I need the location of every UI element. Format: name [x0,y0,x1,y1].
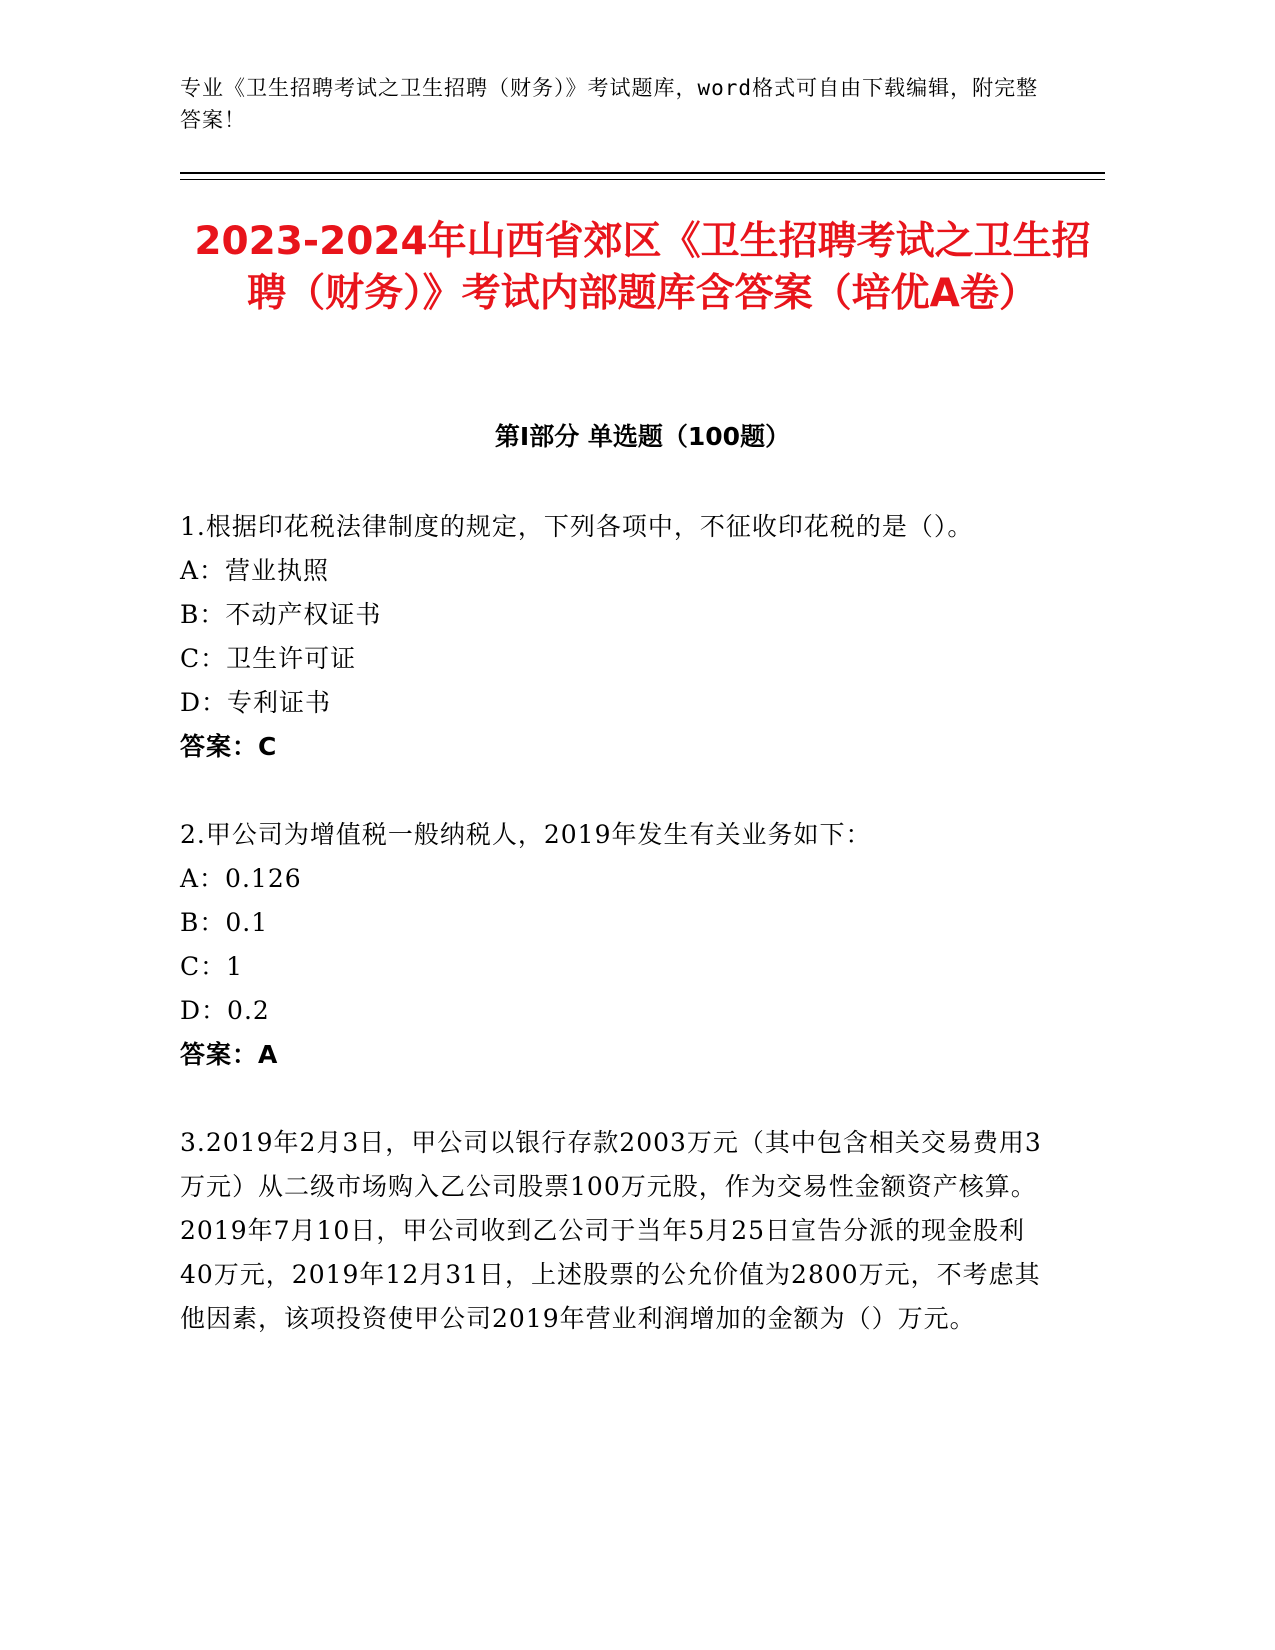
option-d: D：专利证书 [180,688,332,717]
spacer [180,769,1050,813]
question-text: 2.甲公司为增值税一般纳税人，2019年发生有关业务如下： [180,820,872,849]
option-d: D：0.2 [180,996,270,1025]
option-c: C：1 [180,952,244,981]
header-note: 专业《卫生招聘考试之卫生招聘（财务）》考试题库，word格式可自由下载编辑，附完整答案！ [180,76,1039,132]
question-3 [180,1121,1050,1341]
answer: 答案：C [180,732,278,761]
question-text: 1.根据印花税法律制度的规定，下列各项中，不征收印花税的是（）。 [180,512,974,541]
option-c: C：卫生许可证 [180,644,357,673]
option-a: A：营业执照 [180,556,330,585]
section-title: 第I部分 单选题（100题） [494,422,791,451]
question-list [180,505,1050,1341]
spacer [180,1077,1050,1121]
answer: 答案：A [180,1040,279,1069]
header-rule-thick [180,172,1105,174]
document-title: 2023-2024年山西省郊区《卫生招聘考试之卫生招聘（财务）》考试内部题库含答案（培优A卷） [194,219,1091,316]
option-b: B：不动产权证书 [180,600,382,629]
question-2 [180,813,1050,1077]
question-1 [180,505,1050,769]
header-rule-thin [180,179,1105,180]
option-a: A：0.126 [180,864,302,893]
question-text: 3.2019年2月3日，甲公司以银行存款2003万元（其中包含相关交易费用3万元）从二级市场购入乙公司股票100万元股，作为交易性金额资产核算。2019年7月10日，甲公司收到乙公司于当年5月25日宣告分派的现金股利40万元，2019年12月31日，上述股票的公允价值为2800万元，不考虑其他因素，该项投资使甲公司2019年营业利润增加的金额为（）万元。 [180,1128,1042,1333]
option-b: B：0.1 [180,908,269,937]
